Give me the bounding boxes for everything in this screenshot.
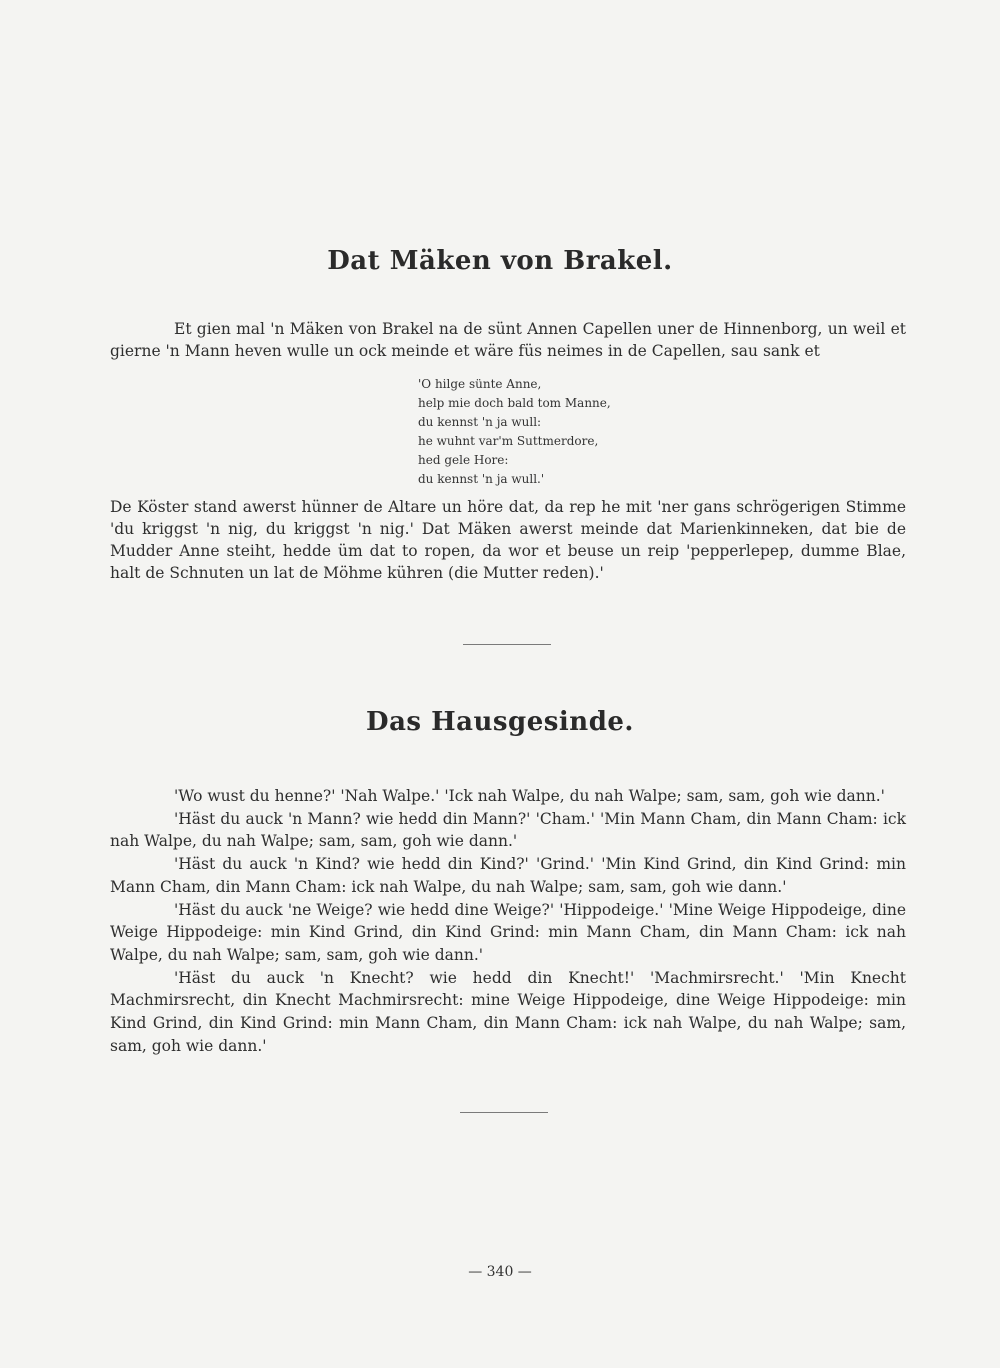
section-title-hausgesinde: Das Hausgesinde. — [366, 707, 634, 737]
dialogue-paragraph: 'Häst du auck 'ne Weige? wie hedd dine Weige?' 'Hippodeige.' 'Mine Weige Hippodeige, dine Weige Hippodeige: min Kind Grind, din Kind Grind: min Mann Cham, din Mann Cham: ick nah Walpe, du nah Walpe; sam, sam, goh wie dann.' — [110, 900, 906, 964]
verse-line: 'O hilge sünte Anne, — [418, 377, 542, 391]
verse-line: help mie doch bald tom Manne, — [418, 396, 611, 410]
dialogue-paragraph: 'Häst du auck 'n Kind? wie hedd din Kind?' 'Grind.' 'Min Kind Grind, din Kind Grind: min Mann Cham, din Mann Cham: ick nah Walpe, du nah Walpe; sam, sam, goh wie dann.' — [110, 855, 906, 896]
story-paragraph-2: De Köster stand awerst hünner de Altare un höre dat, da rep he mit 'ner gans schrögerigen Stimme 'du kriggst 'n nig, du kriggst 'n nig.' Dat Mäken awerst meinde dat Marienkinneken, dat bie de Mudder Anne steiht, hedde üm dat to ropen, da wor et beuse un reip 'pepperlepep, dumme Blae, halt de Schnuten un lat de Möhme kühren (die Mutter reden).' — [110, 498, 906, 582]
page-number: — 340 — — [468, 1264, 532, 1280]
section-title-maeken-von-brakel: Dat Mäken von Brakel. — [327, 246, 673, 276]
verse-line: he wuhnt var'm Suttmerdore, — [418, 434, 599, 448]
verse-line: du kennst 'n ja wull.' — [418, 472, 545, 486]
section-divider — [460, 1112, 548, 1113]
section-divider — [463, 644, 551, 645]
dialogue-paragraph: 'Häst du auck 'n Knecht? wie hedd din Knecht!' 'Machmirsrecht.' 'Min Knecht Machmirsrecht, din Knecht Machmirsrecht: mine Weige Hippodeige, dine Weige Hippodeige: min Kind Grind, din Kind Grind: min Mann Cham, din Mann Cham: ick nah Walpe, du nah Walpe; sam, sam, goh wie dann.' — [110, 968, 906, 1055]
story-paragraph-1: Et gien mal 'n Mäken von Brakel na de sünt Annen Capellen uner de Hinnenborg, un weil et gierne 'n Mann heven wulle un ock meinde et wäre füs neimes in de Capellen, sau sank et — [110, 320, 906, 360]
dialogue-block — [110, 785, 906, 1057]
verse-line: du kennst 'n ja wull: — [418, 415, 542, 429]
verse-block — [418, 375, 611, 489]
verse-line: hed gele Hore: — [418, 453, 509, 467]
dialogue-paragraph: 'Häst du auck 'n Mann? wie hedd din Mann?' 'Cham.' 'Min Mann Cham, din Mann Cham: ick nah Walpe, du nah Walpe; sam, sam, goh wie dann.' — [110, 809, 906, 851]
dialogue-paragraph: 'Wo wust du henne?' 'Nah Walpe.' 'Ick nah Walpe, du nah Walpe; sam, sam, goh wie dann.' — [174, 787, 885, 805]
